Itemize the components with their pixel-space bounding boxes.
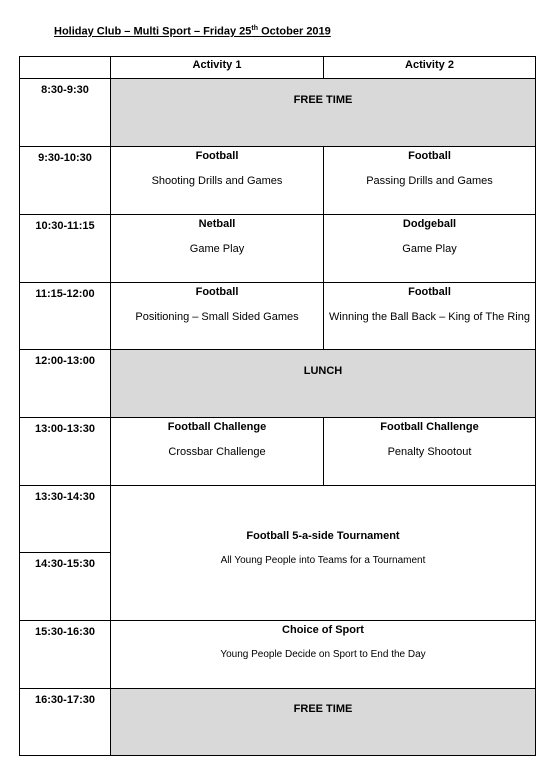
choice-of-sport-description: Young People Decide on Sport to End the Day	[220, 649, 426, 660]
free-time-block	[110, 688, 535, 755]
time-slot: 16:30-17:30	[20, 688, 110, 755]
tournament-title: Football 5-a-side Tournament	[246, 530, 400, 542]
activity-description: Shooting Drills and Games	[151, 175, 283, 187]
title-main: Holiday Club – Multi Sport – Friday 25	[54, 25, 252, 38]
activity-title: Football	[408, 150, 451, 162]
activity-title: Dodgeball	[402, 218, 457, 230]
time-slot: 12:00-13:00	[20, 349, 110, 417]
activity-title: Football	[195, 286, 239, 298]
time-slot: 8:30-9:30	[20, 78, 110, 146]
page-title	[54, 25, 331, 38]
activity-title: Netball	[198, 218, 236, 230]
activity-description: Positioning – Small Sided Games	[135, 311, 299, 323]
activity-title: Football	[408, 286, 451, 298]
activity-cell	[323, 417, 535, 485]
free-time-label: FREE TIME	[293, 94, 353, 106]
activity-description: Crossbar Challenge	[168, 446, 266, 458]
time-slot: 9:30-10:30	[20, 146, 110, 214]
activity-description: Game Play	[402, 243, 457, 255]
activity-cell	[323, 146, 535, 214]
activity-title: Football Challenge	[380, 421, 479, 433]
activity-title: Football	[195, 150, 239, 162]
title-ordinal-suffix: th	[251, 25, 259, 32]
activity-description: Penalty Shootout	[387, 446, 472, 458]
header-activity-1: Activity 1	[110, 57, 323, 78]
title-rest: October 2019	[258, 25, 331, 38]
tournament-description: All Young People into Teams for a Tournament	[220, 555, 426, 566]
activity-cell	[110, 146, 323, 214]
lunch-block	[110, 349, 535, 417]
activity-description: Passing Drills and Games	[366, 175, 493, 187]
activity-description: Winning the Ball Back – King of The Ring	[329, 311, 530, 323]
lunch-label: LUNCH	[303, 365, 343, 377]
time-slot: 13:30-14:30	[20, 485, 110, 552]
activity-description: Game Play	[189, 243, 245, 255]
time-slot: 11:15-12:00	[20, 282, 110, 349]
time-slot: 13:00-13:30	[20, 417, 110, 485]
header-activity-2: Activity 2	[323, 57, 535, 78]
schedule-table	[19, 56, 536, 756]
activity-cell	[323, 214, 535, 282]
activity-cell	[110, 282, 323, 349]
time-slot: 15:30-16:30	[20, 620, 110, 688]
activity-cell	[323, 282, 535, 349]
free-time-block	[110, 78, 535, 146]
free-time-label: FREE TIME	[293, 703, 353, 715]
time-slot: 14:30-15:30	[20, 552, 110, 620]
activity-cell	[110, 214, 323, 282]
activity-cell	[110, 417, 323, 485]
activity-title: Football Challenge	[167, 421, 267, 433]
time-slot: 10:30-11:15	[20, 214, 110, 282]
choice-of-sport-block	[110, 620, 535, 688]
tournament-block	[110, 485, 535, 620]
choice-of-sport-title: Choice of Sport	[282, 624, 364, 636]
